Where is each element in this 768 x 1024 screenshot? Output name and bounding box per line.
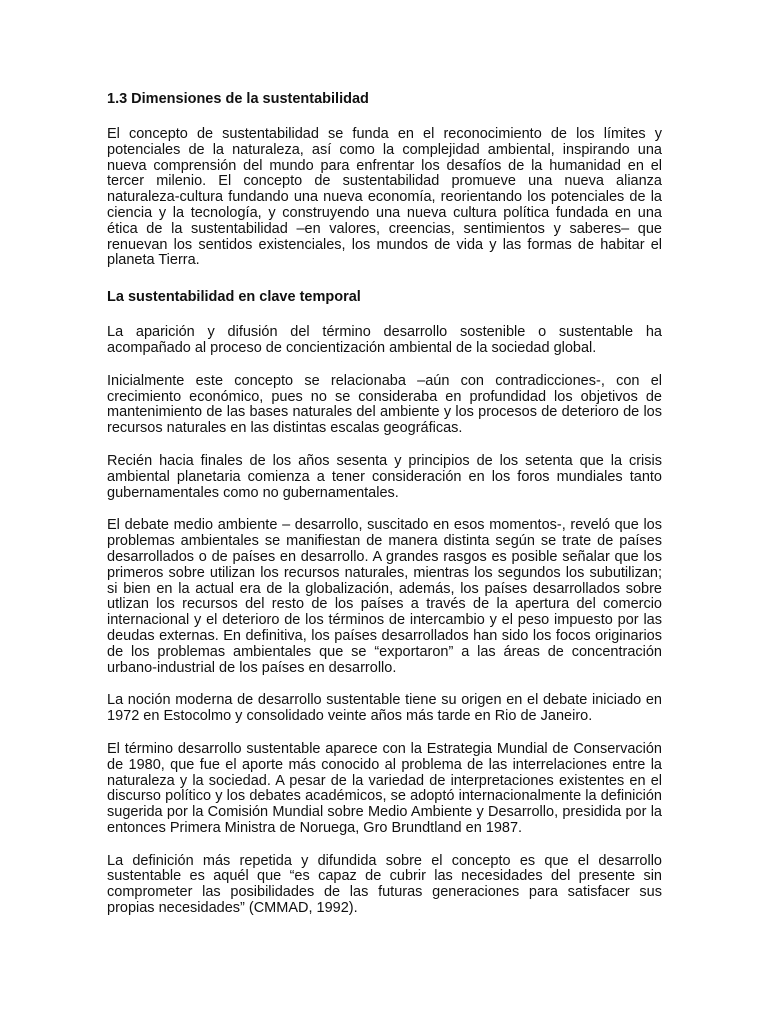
paragraph-termino: El término desarrollo sustentable aparece con la Estrategia Mundial de Conservación de 1980, que fue el aporte más conocido al problema de las interrelaciones entre la naturaleza y la sociedad. A pesar de la variedad de interpretaciones existentes en el discurso político y los debates académicos, se adoptó internacionalmente la definición sugerida por la Comisión Mundial sobre Medio Ambiente y Desarrollo, presidida por la entonces Primera Ministra de Noruega, Gro Brundtland en 1987. xyxy=(107,740,662,836)
paragraph-debate: El debate medio ambiente – desarrollo, suscitado en esos momentos-, reveló que los problemas ambientales se manifiestan de manera distinta según se trate de países desarrollados o de países en desarrollo. A grandes rasgos es posible señalar que los primeros sobre utilizan los recursos naturales, mientras los segundos los subutilizan; si bien en la actual era de la globalización, además, los países desarrollados sobre utlizan los recursos del resto de los países a través de la apertura del comercio internacional y el deterioro de los términos de intercambio y el peso impuesto por las deudas externas. En definitiva, los países desarrollados han sido los focos originarios de los problemas ambientales que se “exportaron” a las áreas de concentración urbano-industrial de los países en desarrollo. xyxy=(107,517,662,676)
paragraph-difusion: La aparición y difusión del término desarrollo sostenible o sustentable ha acompañado al proceso de concientización ambiental de la sociedad global. xyxy=(107,324,662,356)
paragraph-nocion-moderna: La noción moderna de desarrollo sustentable tiene su origen en el debate iniciado en 1972 en Estocolmo y consolidado veinte años más tarde en Rio de Janeiro. xyxy=(107,692,662,725)
paragraph-inicialmente: Inicialmente este concepto se relacionaba –aún con contradicciones-, con el crecimiento económico, pues no se consideraba en profundidad los objetivos de mantenimiento de las bases naturales del ambiente y los procesos de deterioro de los recursos naturales en las distintas escalas geográficas. xyxy=(107,372,662,437)
section-title: 1.3 Dimensiones de la sustentabilidad xyxy=(107,91,369,107)
subsection-title: La sustentabilidad en clave temporal xyxy=(107,289,361,306)
paragraph-crisis-ambiental: Recién hacia finales de los años sesenta y principios de los setenta que la crisis ambiental planetaria comienza a tener consideración en los foros mundiales tanto gubernamentales como no gubernamentales. xyxy=(107,452,662,501)
intro-paragraph: El concepto de sustentabilidad se funda en el reconocimiento de los límites y potenciales de la naturaleza, así como la complejidad ambiental, inspirando una nueva comprensión del mundo para enfrentar los desafíos de la humanidad en el tercer milenio. El concepto de sustentabilidad promueve una nueva alianza naturaleza-cultura fundando una nueva economía, reorientando los potenciales de la ciencia y la tecnología, y construyendo una nueva cultura política fundada en una ética de la sustentabilidad –en valores, creencias, sentimientos y saberes– que renuevan los sentidos existenciales, los mundos de vida y las formas de habitar el planeta Tierra. xyxy=(107,126,662,269)
paragraph-definicion: La definición más repetida y difundida sobre el concepto es que el desarrollo sustentable es aquél que “es capaz de cubrir las necesidades del presente sin comprometer las posibilidades de las futuras generaciones para satisfacer sus propias necesidades” (CMMAD, 1992). xyxy=(107,852,662,917)
